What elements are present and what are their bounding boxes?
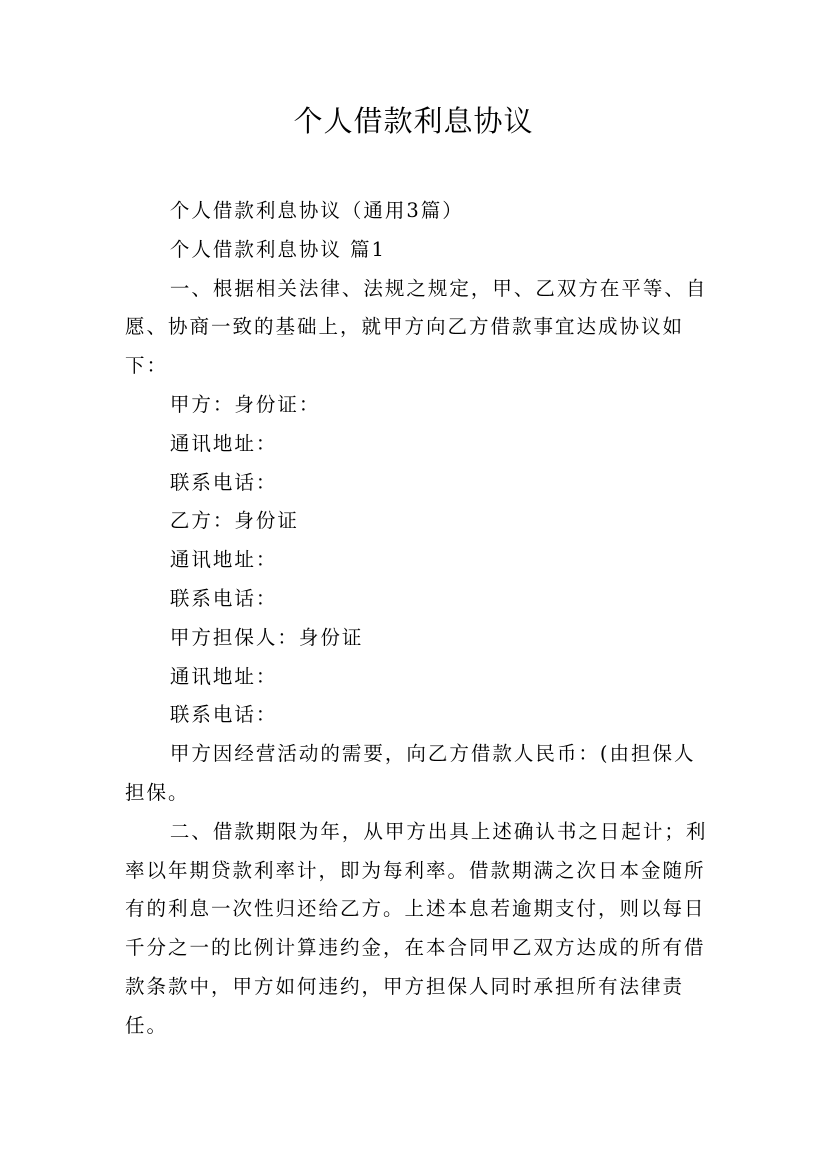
paragraph-party-b-address: 通讯地址： [169, 548, 278, 572]
paragraph-party-a-phone: 联系电话： [169, 470, 278, 494]
paragraph-loan-purpose: 甲方因经营活动的需要，向乙方借款人民币：(由担保人担保。 [125, 742, 696, 804]
document-title: 个人借款利息协议 [293, 104, 534, 138]
paragraph-party-a-id: 甲方：身份证： [169, 392, 321, 416]
document-body [125, 192, 711, 1046]
paragraph-clause-1: 一、根据相关法律、法规之规定，甲、乙双方在平等、自愿、协商一致的基础上，就甲方向乙方借款事宜达成协议如下： [125, 276, 708, 378]
paragraph-guarantor-address: 通讯地址： [169, 664, 278, 688]
paragraph-guarantor-phone: 联系电话： [169, 703, 278, 727]
paragraph-party-a-address: 通讯地址： [169, 431, 278, 455]
paragraph-party-b-phone: 联系电话： [169, 586, 278, 610]
paragraph-subtitle: 个人借款利息协议（通用3篇） [169, 199, 464, 222]
paragraph-clause-2: 二、借款期限为年，从甲方出具上述确认书之日起计；利率以年期贷款利率计，即为每利率。借款期满之次日本金随所有的利息一次性归还给乙方。上述本息若逾期支付，则以每日千分之一的比例计算违约金，在本合同甲乙双方达成的所有借款条款中，甲方如何违约，甲方担保人同时承担所有法律责任。 [125, 819, 708, 1037]
paragraph-section-heading: 个人借款利息协议 篇1 [169, 237, 386, 261]
paragraph-party-b-id: 乙方：身份证 [169, 509, 299, 533]
paragraph-guarantor-id: 甲方担保人：身份证 [169, 625, 364, 649]
